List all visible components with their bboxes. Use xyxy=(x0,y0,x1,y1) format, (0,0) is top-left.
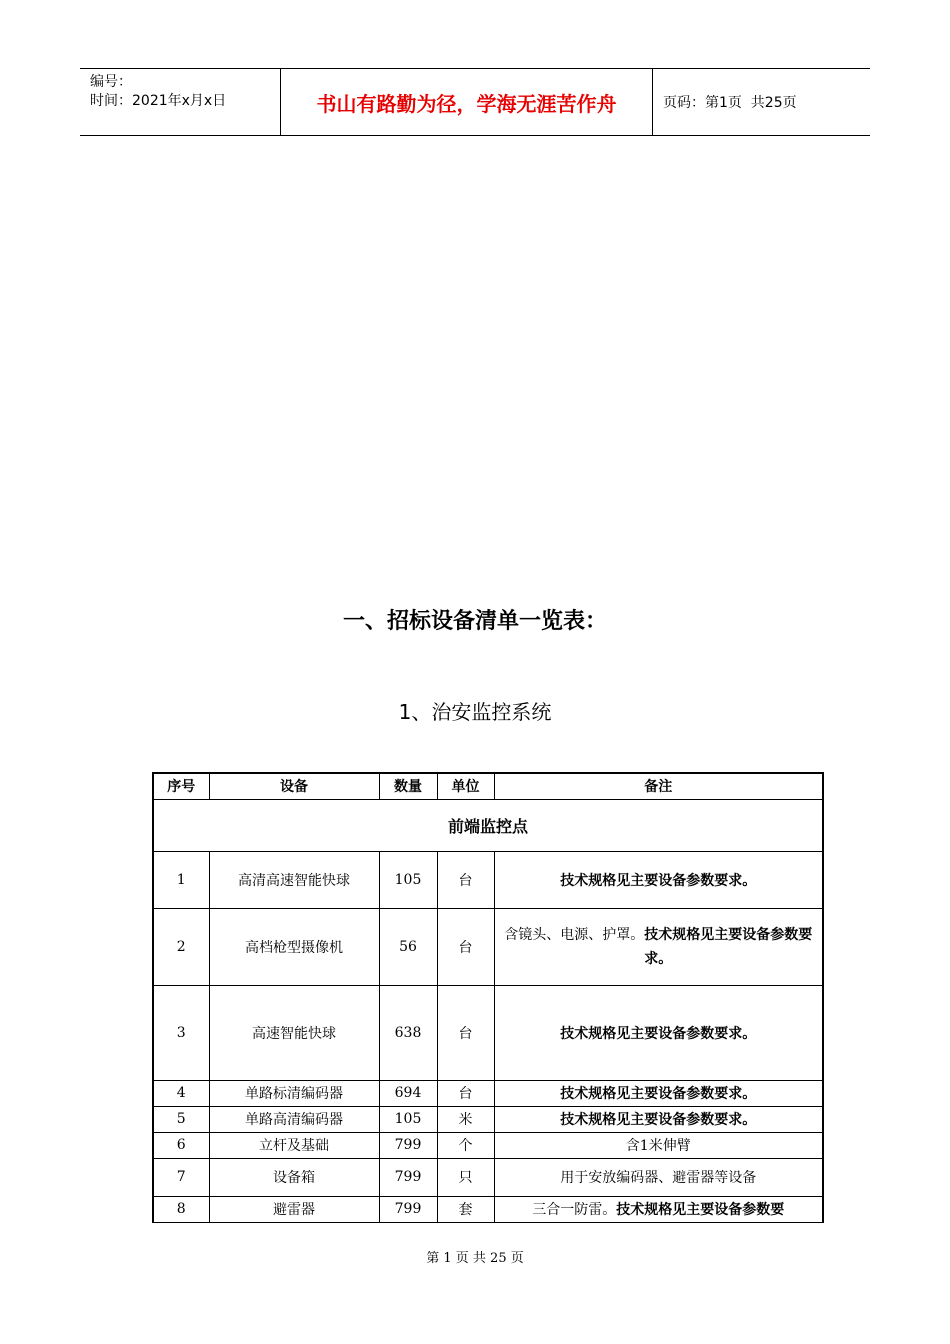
header-page-info-text: 页码：第1页 共25页 xyxy=(663,95,797,111)
cell-unit: 个 xyxy=(437,1132,494,1158)
header-motto: 书山有路勤为径，学海无涯苦作舟 xyxy=(281,69,653,135)
col-header-device: 设备 xyxy=(209,773,379,799)
note-bold: 技术规格见主要设备参数要求。 xyxy=(644,926,813,967)
cell-unit: 米 xyxy=(437,1106,494,1132)
cell-qty: 694 xyxy=(379,1080,437,1106)
table-row xyxy=(153,1196,823,1222)
cell-device: 设备箱 xyxy=(209,1158,379,1196)
note-plain: 三合一防雷。 xyxy=(532,1202,617,1218)
cell-device: 高清高速智能快球 xyxy=(209,851,379,908)
col-header-no: 序号 xyxy=(153,773,209,799)
cell-device: 单路标清编码器 xyxy=(209,1080,379,1106)
table-row xyxy=(153,985,823,1080)
cell-no: 8 xyxy=(153,1196,209,1222)
cell-unit: 台 xyxy=(437,908,494,985)
note-bold: 技术规格见主要设备参数要 xyxy=(616,1202,785,1218)
cell-no: 3 xyxy=(153,985,209,1080)
cell-note xyxy=(494,1196,823,1222)
table-header-row xyxy=(153,773,823,799)
page-header xyxy=(80,68,870,136)
main-title: 一、招标设备清单一览表： xyxy=(342,609,607,634)
col-header-qty: 数量 xyxy=(379,773,437,799)
cell-device: 避雷器 xyxy=(209,1196,379,1222)
table-section-row xyxy=(153,799,823,851)
note-bold: 技术规格见主要设备参数要求。 xyxy=(560,1025,757,1042)
section-title: 1、治安监控系统 xyxy=(398,700,552,724)
cell-device: 高档枪型摄像机 xyxy=(209,908,379,985)
cell-qty: 799 xyxy=(379,1132,437,1158)
cell-note xyxy=(494,1158,823,1196)
cell-note xyxy=(494,851,823,908)
cell-qty: 799 xyxy=(379,1196,437,1222)
table-row xyxy=(153,908,823,985)
page-footer xyxy=(0,1247,950,1266)
cell-no: 2 xyxy=(153,908,209,985)
note-bold: 技术规格见主要设备参数要求。 xyxy=(560,1112,757,1128)
cell-no: 5 xyxy=(153,1106,209,1132)
header-page-info xyxy=(653,69,870,135)
header-time-label: 时间：2021年x月x日 xyxy=(90,93,227,109)
table-row xyxy=(153,1132,823,1158)
cell-note xyxy=(494,908,823,985)
cell-no: 1 xyxy=(153,851,209,908)
section-label: 前端监控点 xyxy=(153,799,823,851)
table-row xyxy=(153,1158,823,1196)
note-bold: 技术规格见主要设备参数要求。 xyxy=(560,872,757,889)
cell-qty: 799 xyxy=(379,1158,437,1196)
equipment-table xyxy=(152,772,824,1223)
cell-note xyxy=(494,985,823,1080)
table-row xyxy=(153,1080,823,1106)
header-meta xyxy=(80,69,281,135)
note-plain: 含镜头、电源、护罩。 xyxy=(504,926,645,943)
note-plain: 用于安放编码器、避雷器等设备 xyxy=(560,1170,757,1186)
cell-qty: 638 xyxy=(379,985,437,1080)
header-number-label: 编号： xyxy=(90,74,132,90)
table-row xyxy=(153,1106,823,1132)
cell-note xyxy=(494,1080,823,1106)
cell-unit: 套 xyxy=(437,1196,494,1222)
cell-qty: 105 xyxy=(379,1106,437,1132)
note-bold: 技术规格见主要设备参数要求。 xyxy=(560,1086,757,1102)
cell-no: 7 xyxy=(153,1158,209,1196)
cell-note xyxy=(494,1106,823,1132)
cell-unit: 台 xyxy=(437,1080,494,1106)
cell-unit: 只 xyxy=(437,1158,494,1196)
note-plain: 含1米伸臂 xyxy=(625,1138,691,1154)
table-row xyxy=(153,851,823,908)
cell-note xyxy=(494,1132,823,1158)
cell-no: 4 xyxy=(153,1080,209,1106)
cell-device: 单路高清编码器 xyxy=(209,1106,379,1132)
cell-unit: 台 xyxy=(437,851,494,908)
cell-no: 6 xyxy=(153,1132,209,1158)
cell-qty: 56 xyxy=(379,908,437,985)
footer-page-label: 第 1 页 共 25 页 xyxy=(426,1251,524,1266)
cell-device: 立杆及基础 xyxy=(209,1132,379,1158)
col-header-note: 备注 xyxy=(494,773,823,799)
cell-unit: 台 xyxy=(437,985,494,1080)
col-header-unit: 单位 xyxy=(437,773,494,799)
cell-device: 高速智能快球 xyxy=(209,985,379,1080)
cell-qty: 105 xyxy=(379,851,437,908)
